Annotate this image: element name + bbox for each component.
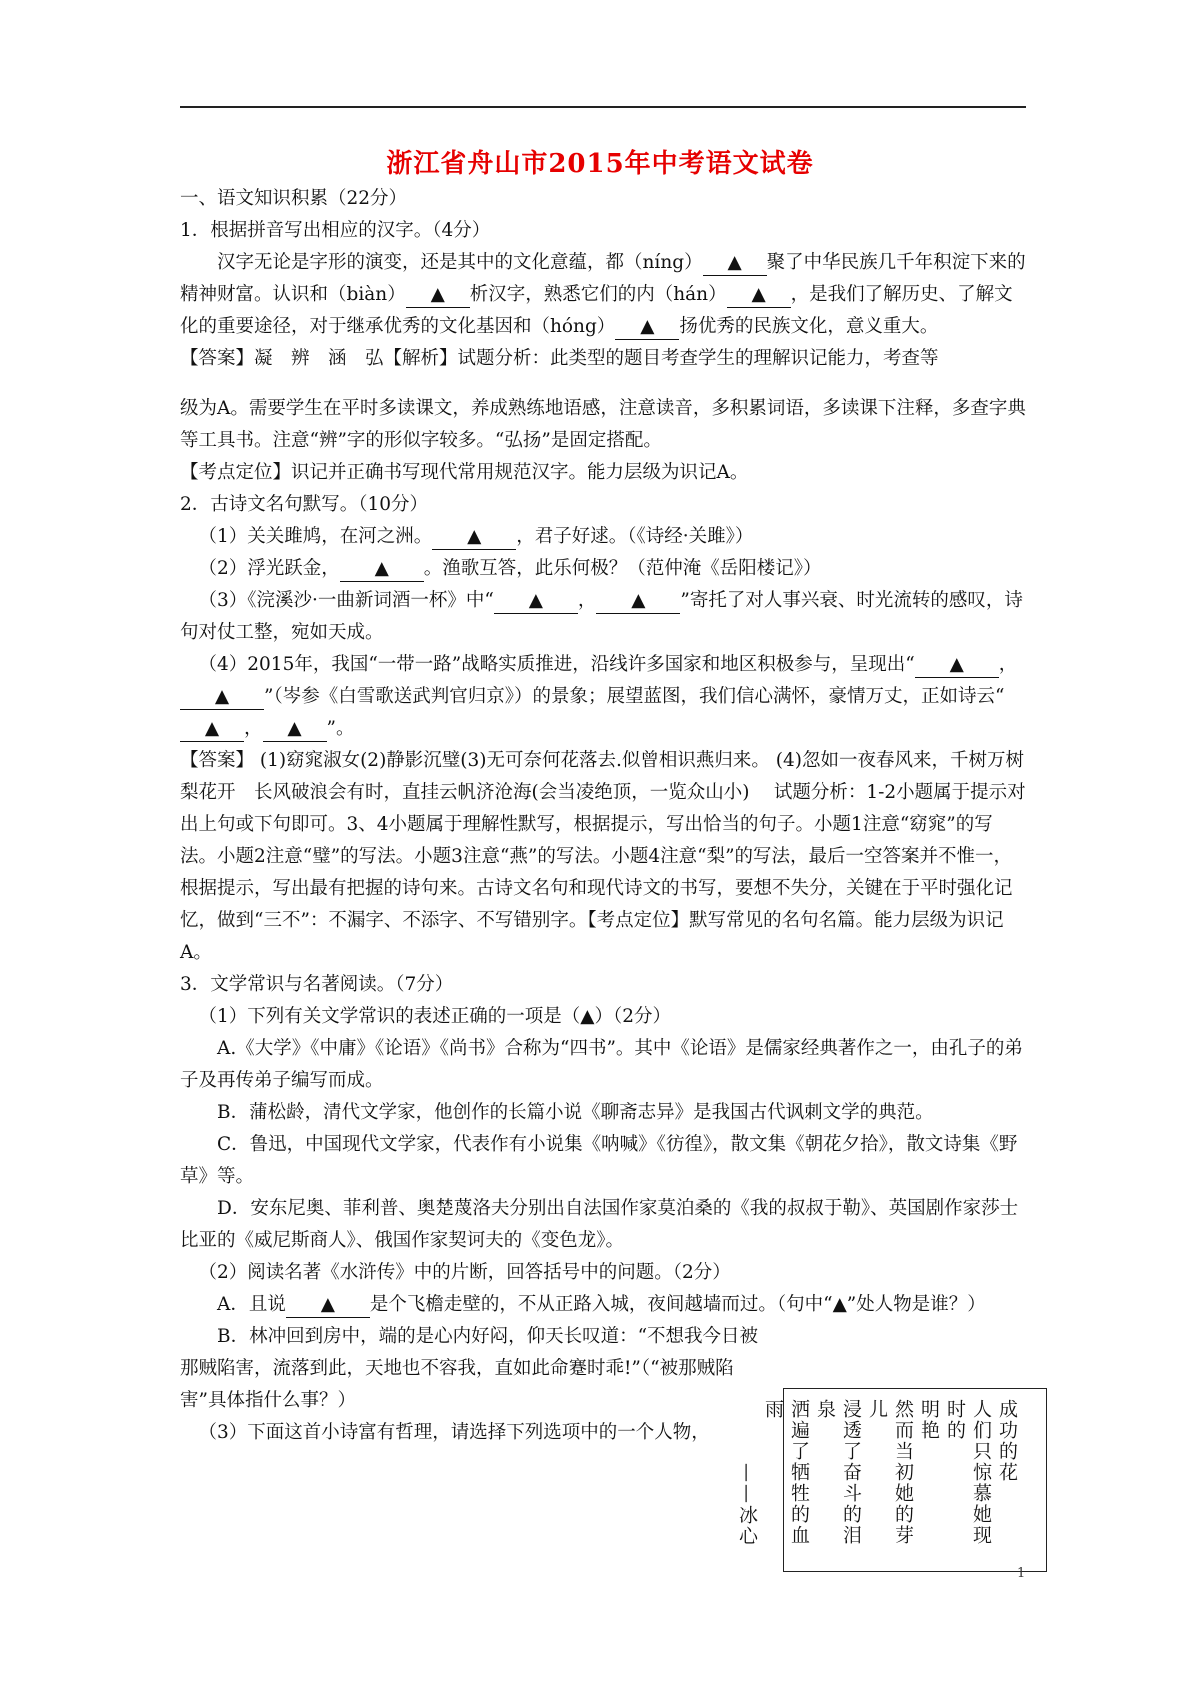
option-d: D．安东尼奥、菲利普、奥楚蔑洛夫分别出自法国作家莫泊桑的《我的叔叔于勒》、英国剧作家莎士比亚的《威尼斯商人》、俄国作家契诃夫的《变色龙》。 (180, 1198, 1019, 1251)
question-3-sub-1: （1）下列有关文学常识的表述正确的一项是（▲）（2分） (198, 1006, 672, 1027)
poem-author: ——冰心 (736, 1463, 758, 1547)
page-title: 浙江省舟山市2015年中考语文试卷 (386, 149, 814, 179)
page-number: 1 (1017, 1566, 1026, 1581)
answer-blank[interactable]: ▲ (406, 283, 470, 308)
poem-line: 人们只惊慕她现时的 (944, 1399, 992, 1546)
answer-blank[interactable]: ▲ (596, 589, 680, 614)
question-2-answer: 【答案】 (1)窈窕淑女(2)静影沉璧(3)无可奈何花落去.似曾相识燕归来。 (4)忽如一夜春风来，千树万树梨花开 长风破浪会有时，直挂云帆济沧海(会当凌绝顶，一览众山小) 试题分析：1-2小题属于提示对出上句或下句即可。3、4小题属于理解性默写，根据提示，写出恰当的句子。小题1注意“窈窕”的写法。小题2注意“璧”的写法。小题3注意“燕”的写法。小题4注意“梨”的写法，最后一空答案并不惟一，根据提示，写出最有把握的诗句来。古诗文名句和现代诗文的书写，要想不失分，关键在于平时强化记忆，做到“三不”：不漏字、不添字、不写错别字。【考点定位】默写常见的名句名篇。能力层级为识记A。 (180, 750, 1026, 963)
answer-blank[interactable]: ▲ (703, 251, 767, 276)
reading-b: B．林冲回到房中，端的是心内好闷，仰天长叹道：“不想我今日被那贼陷害，流落到此，天地也不容我，直如此命蹇时乖!”（“被那贼陷害”具体指什么事？） (180, 1326, 759, 1411)
question-3-sub-3: （3）下面这首小诗富有哲理，请选择下列选项中的一个人物， (198, 1422, 710, 1443)
poem-line: 浸透了奋斗的泪泉 (814, 1399, 862, 1546)
header-rule (180, 106, 1026, 108)
question-2-item-1: （1）关关雎鸠，在河之洲。 ▲ ，君子好逑。（《诗经·关雎》） (180, 521, 1026, 553)
answer-blank[interactable]: ▲ (615, 315, 679, 340)
poem-line: 然而当初她的芽儿 (866, 1399, 914, 1546)
poem-line: 明艳 (918, 1399, 940, 1441)
question-1-passage: 汉字无论是字形的演变，还是其中的文化意蕴，都（níng） ▲ 聚了中华民族几千年积淀下来的精神财富。认识和（biàn） ▲ 析汉字，熟悉它们的内（hán） ▲ ，是我们了解历史、了解文化的重要途径，对于继承优秀的文化基因和（hóng） ▲ 扬优秀的民族文化，意义重大。 (180, 247, 1026, 343)
answer-blank[interactable]: ▲ (494, 589, 578, 614)
answer-blank[interactable]: ▲ (286, 1293, 370, 1318)
poem-line: 洒遍了牺牲的血雨 (762, 1399, 810, 1546)
question-2-heading: 2．古诗文名句默写。（10分） (180, 494, 429, 515)
option-b: B．蒲松龄，清代文学家，他创作的长篇小说《聊斋志异》是我国古代讽刺文学的典范。 (217, 1102, 934, 1123)
question-2-item-2: （2）浮光跃金， ▲ 。渔歌互答，此乐何极？（范仲淹《岳阳楼记》） (180, 553, 1026, 585)
question-1-answer: 【答案】凝 辨 涵 弘【解析】试题分析：此类型的题目考查学生的理解识记能力，考查等 (180, 348, 939, 369)
answer-blank[interactable]: ▲ (180, 717, 244, 742)
section-heading: 一、语文知识积累（22分） (180, 188, 408, 209)
option-a: A.《大学》《中庸》《论语》《尚书》合称为“四书”。其中《论语》是儒家经典著作之一，由孔子的弟子及再传弟子编写而成。 (180, 1038, 1023, 1091)
answer-blank[interactable]: ▲ (340, 557, 424, 582)
answer-blank[interactable]: ▲ (432, 525, 516, 550)
question-3-heading: 3．文学常识与名著阅读。（7分） (180, 974, 454, 995)
answer-blank[interactable]: ▲ (915, 653, 999, 678)
question-1-point: 【考点定位】识记并正确书写现代常用规范汉字。能力层级为识记A。 (180, 462, 749, 483)
answer-blank[interactable]: ▲ (263, 717, 327, 742)
poem-line: 成功的花 (996, 1399, 1018, 1483)
answer-blank[interactable]: ▲ (180, 685, 264, 710)
question-2-item-4: （4）2015年，我国“一带一路”战略实质推进，沿线许多国家和地区积极参与，呈现出“ ▲ ，▲ ”（岑参《白雪歌送武判官归京》）的景象；展望蓝图，我们信心满怀，豪情万丈，正如诗云“▲ ， ▲ ”。 (180, 649, 1026, 745)
question-2-item-3: （3）《浣溪沙·一曲新词酒一杯》中“ ▲ ， ▲ ”寄托了对人事兴衰、时光流转的感叹，诗句对仗工整，宛如天成。 (180, 590, 1023, 643)
answer-blank[interactable]: ▲ (727, 283, 791, 308)
reading-a: A．且说 ▲ 是个飞檐走壁的，不从正路入城，夜间越墙而过。（句中“▲”处人物是谁？） (180, 1289, 1026, 1321)
poem-text (734, 1399, 1020, 1561)
exam-content (180, 183, 1026, 1449)
poem-box (736, 1388, 1047, 1572)
question-1-heading: 1．根据拼音写出相应的汉字。（4分） (180, 220, 491, 241)
question-3-sub-2: （2）阅读名著《水浒传》中的片断，回答括号中的问题。（2分） (198, 1262, 731, 1283)
option-c: C．鲁迅，中国现代文学家，代表作有小说集《呐喊》《彷徨》，散文集《朝花夕拾》，散文诗集《野草》等。 (180, 1134, 1018, 1187)
question-1-analysis: 级为A。需要学生在平时多读课文，养成熟练地语感，注意读音，多积累词语，多读课下注释，多查字典等工具书。注意“辨”字的形似字较多。“弘扬”是固定搭配。 (180, 398, 1026, 451)
